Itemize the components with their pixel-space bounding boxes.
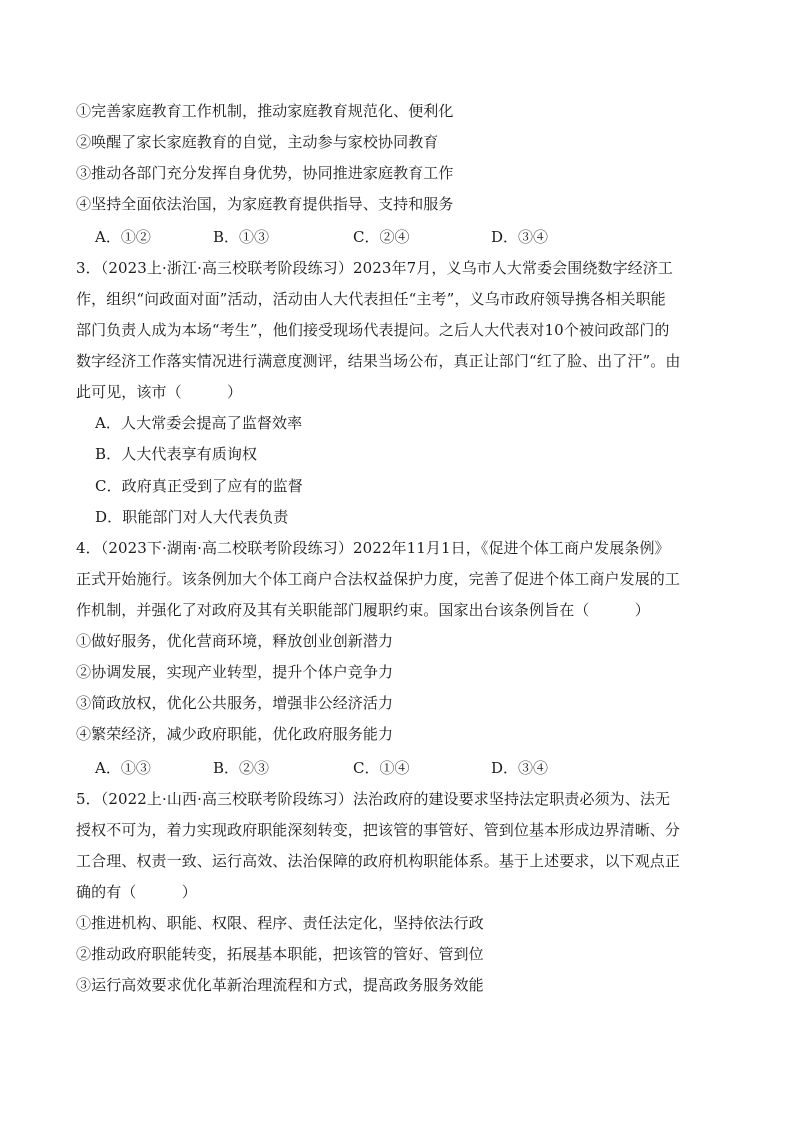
q3-option-d: D．职能部门对人大代表负责 — [95, 508, 289, 526]
q4-statement-1: ①做好服务，优化营商环境，释放创业创新潜力 — [76, 632, 394, 650]
q4-choice-c: C．①④ — [353, 759, 410, 777]
q3-stem-line-1: 3．（2023上·浙江·高三校联考阶段练习）2023年7月，义乌市人大常委会围绕数字经济工 — [76, 259, 673, 277]
q4-choice-d: D．③④ — [491, 759, 549, 777]
q4-stem-line-2: 正式开始施行。该条例加大个体工商户合法权益保护力度，完善了促进个体工商户发展的工 — [76, 570, 681, 588]
q2-choice-a: A．①② — [95, 228, 151, 246]
q3-option-a: A．人大常委会提高了监督效率 — [95, 414, 303, 432]
q2-statement-4: ④坚持全面依法治国，为家庭教育提供指导、支持和服务 — [76, 195, 454, 213]
q4-stem-line-3: 作机制，并强化了对政府及其有关职能部门履职约束。国家出台该条例旨在（ ） — [76, 601, 650, 619]
q2-statement-2: ②唤醒了家长家庭教育的自觉，主动参与家校协同教育 — [76, 133, 439, 151]
q5-statement-1: ①推进机构、职能、权限、程序、责任法定化，坚持依法行政 — [76, 914, 484, 932]
q3-option-c: C．政府真正受到了应有的监督 — [95, 477, 303, 495]
q4-stem-line-1: 4．（2023下·湖南·高二校联考阶段练习）2022年11月1日，《促进个体工商户发展条例》 — [76, 539, 670, 557]
q4-statement-4: ④繁荣经济，减少政府职能，优化政府服务能力 — [76, 725, 394, 743]
q5-stem-line-3: 工合理、权责一致、运行高效、法治保障的政府机构职能体系。基于上述要求，以下观点正 — [76, 852, 681, 870]
q2-statement-3: ③推动各部门充分发挥自身优势，协同推进家庭教育工作 — [76, 164, 454, 182]
q2-choice-b: B．①③ — [213, 228, 270, 246]
q5-stem-line-4: 确的有（ ） — [76, 883, 197, 901]
q3-stem-line-4: 数字经济工作落实情况进行满意度测评，结果当场公布，真正让部门“红了脸、出了汗”。由 — [76, 352, 681, 370]
q3-stem-line-3: 部门负责人成为本场“考生”，他们接受现场代表提问。之后人大代表对10个被问政部门的 — [76, 321, 670, 339]
q4-choice-a: A．①③ — [95, 759, 151, 777]
q4-statement-2: ②协调发展，实现产业转型，提升个体户竞争力 — [76, 663, 394, 681]
q3-stem-line-2: 作，组织“问政面对面”活动，活动由人大代表担任“主考”，义乌市政府领导携各相关职能 — [76, 290, 666, 308]
q2-choices — [95, 227, 655, 247]
q2-choice-d: D．③④ — [491, 228, 549, 246]
q5-stem-line-1: 5．（2022上·山西·高三校联考阶段练习）法治政府的建设要求坚持法定职责必须为、法无 — [76, 790, 671, 808]
q4-statement-3: ③简政放权，优化公共服务，增强非公经济活力 — [76, 694, 394, 712]
q5-stem-line-2: 授权不可为，着力实现政府职能深刻转变，把该管的事管好、管到位基本形成边界清晰、分 — [76, 821, 681, 839]
q3-stem-line-5: 此可见，该市（ ） — [76, 383, 243, 401]
q4-choice-b: B．②③ — [213, 759, 270, 777]
q2-statement-1: ①完善家庭教育工作机制，推动家庭教育规范化、便利化 — [76, 102, 454, 120]
q4-choices — [95, 758, 655, 778]
q3-option-b: B．人大代表享有质询权 — [95, 445, 258, 463]
q5-statement-3: ③运行高效要求优化革新治理流程和方式，提高政务服务效能 — [76, 976, 484, 994]
q2-choice-c: C．②④ — [353, 228, 410, 246]
q5-statement-2: ②推动政府职能转变，拓展基本职能，把该管的管好、管到位 — [76, 945, 484, 963]
